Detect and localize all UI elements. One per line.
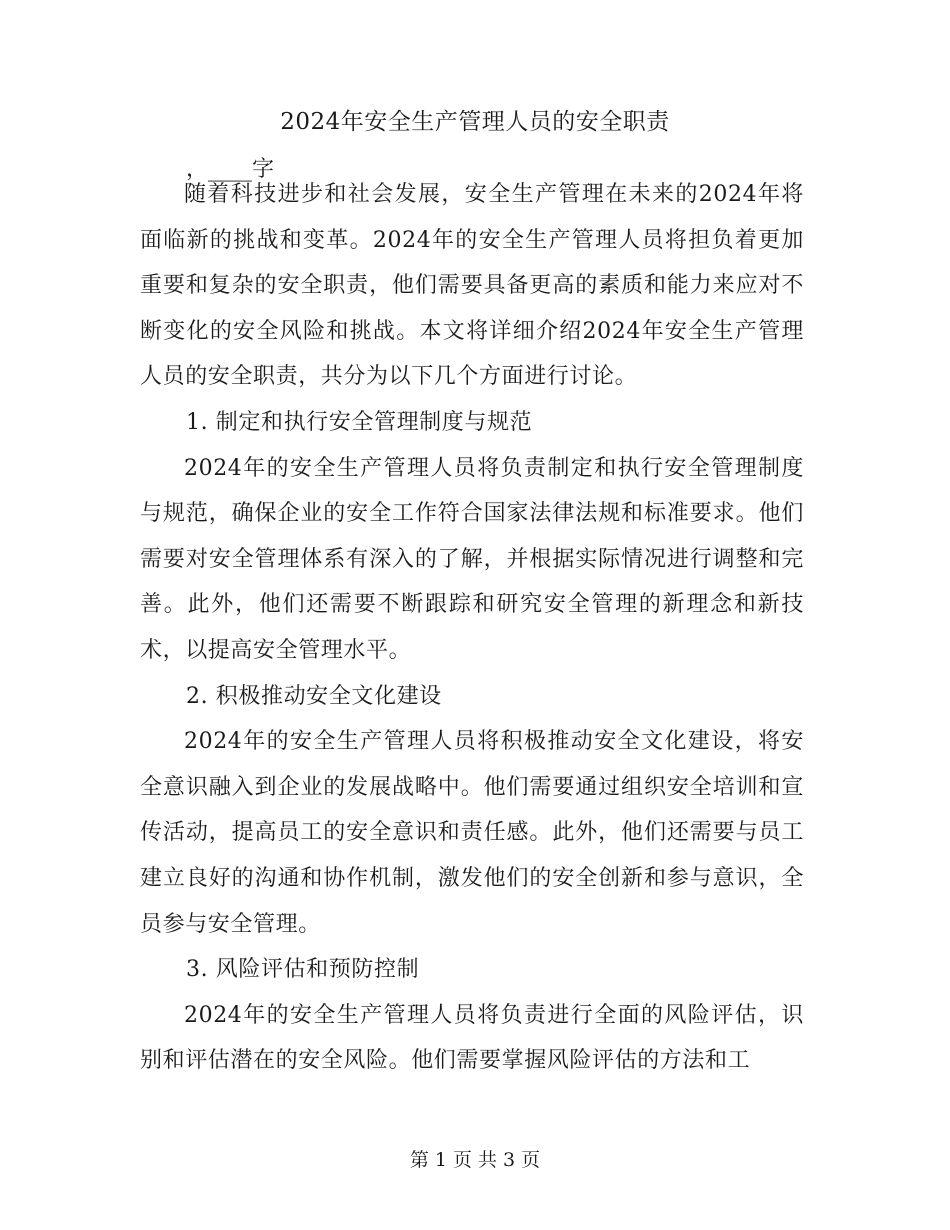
- word-count-line: ，____字: [186, 157, 275, 182]
- document-title: 2024年安全生产管理人员的安全职责: [280, 109, 670, 135]
- section-paragraph-1: 2024年的安全生产管理人员将负责制定和执行安全管理制度与规范，确保企业的安全工作符合国家法律法规和标准要求。他们需要对安全管理体系有深入的了解，并根据实际情况进行调整和完善。此外，他们还需要不断跟踪和研究安全管理的新理念和新技术，以提高安全管理水平。: [140, 455, 804, 663]
- section-paragraph-3: 2024年的安全生产管理人员将负责进行全面的风险评估，识别和评估潜在的安全风险。他们需要掌握风险评估的方法和工: [140, 1002, 804, 1074]
- section-heading-3: 3. 风险评估和预防控制: [186, 957, 420, 983]
- page-footer: 第 1 页 共 3 页: [409, 1149, 541, 1171]
- section-heading-2: 2. 积极推动安全文化建设: [186, 683, 442, 709]
- intro-paragraph: 随着科技进步和社会发展，安全生产管理在未来的2024年将面临新的挑战和变革。2024年的安全生产管理人员将担负着更加重要和复杂的安全职责，他们需要具备更高的素质和能力来应对不断变化的安全风险和挑战。本文将详细介绍2024年安全生产管理人员的安全职责，共分为以下几个方面进行讨论。: [140, 182, 804, 390]
- section-paragraph-2: 2024年的安全生产管理人员将积极推动安全文化建设，将安全意识融入到企业的发展战略中。他们需要通过组织安全培训和宣传活动，提高员工的安全意识和责任感。此外，他们还需要与员工建立良好的沟通和协作机制，激发他们的安全创新和参与意识，全员参与安全管理。: [140, 729, 804, 937]
- section-heading-1: 1. 制定和执行安全管理制度与规范: [186, 409, 533, 435]
- document-body: [140, 172, 804, 1084]
